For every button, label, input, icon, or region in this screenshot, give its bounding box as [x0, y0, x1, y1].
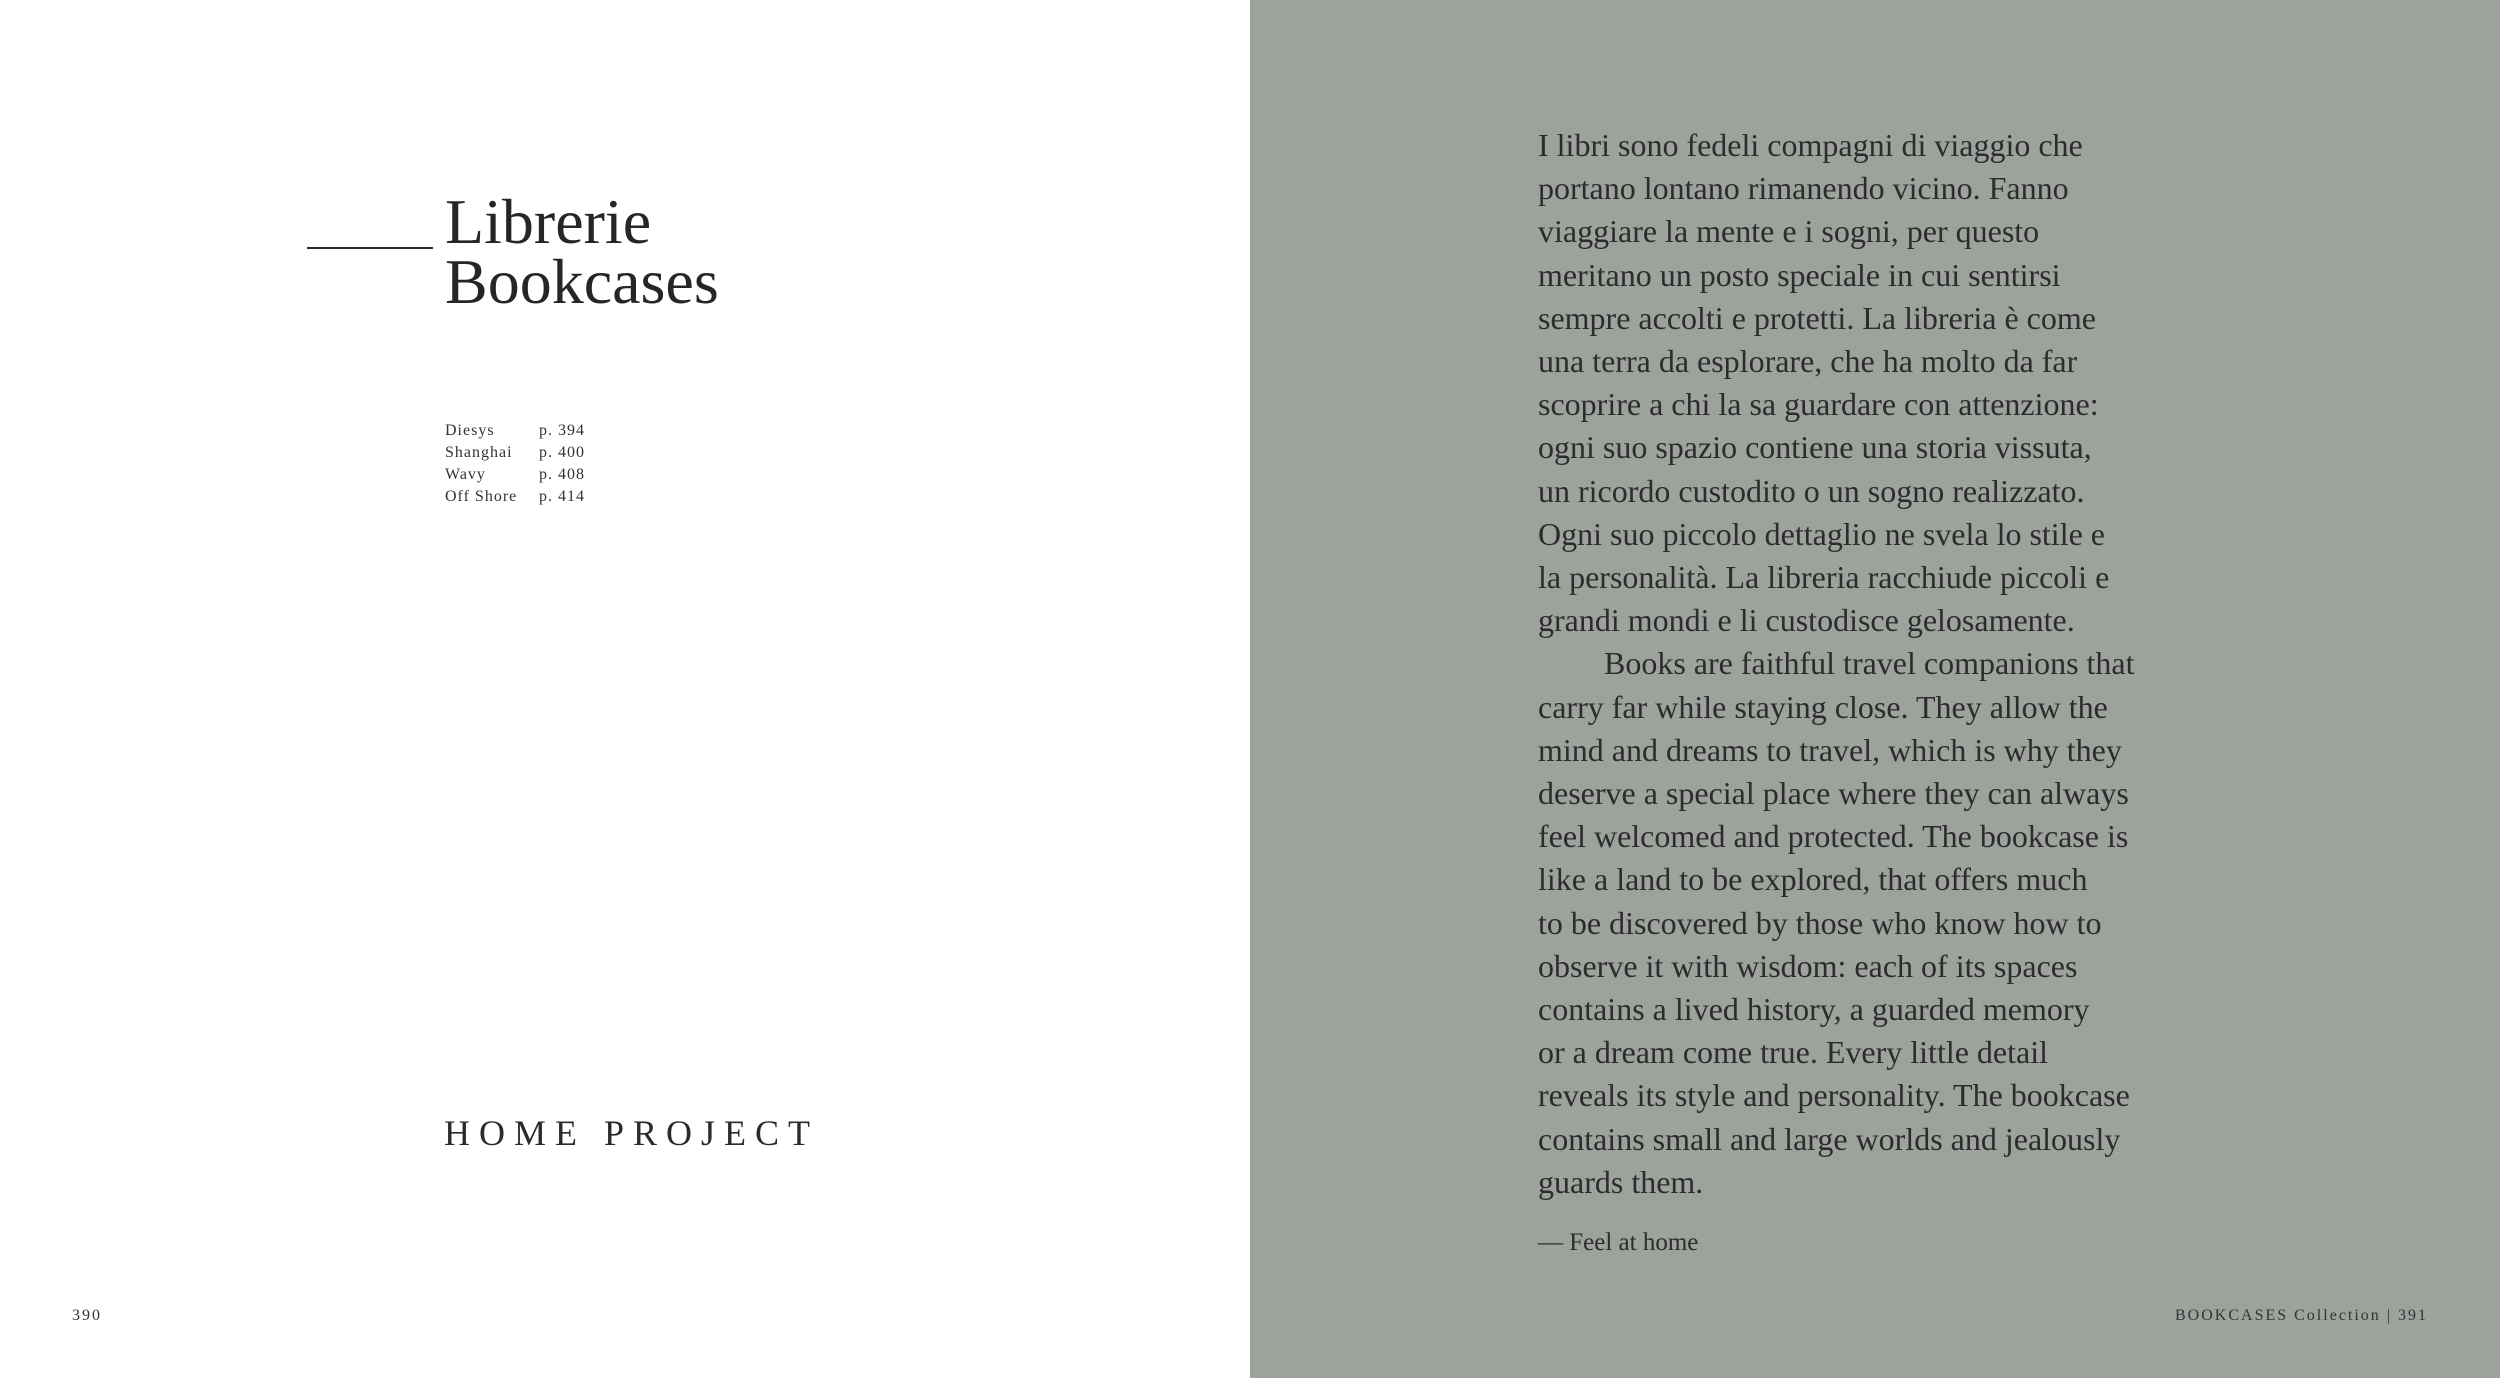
page-title: [445, 186, 719, 317]
contents-item-name: Diesys: [445, 422, 495, 439]
brand-name: HOME PROJECT: [444, 1113, 820, 1153]
text-line: feel welcomed and protected. The bookcase is: [1538, 818, 2129, 855]
text-line: reveals its style and personality. The bookcase: [1538, 1077, 2130, 1114]
contents-item-page: p. 414: [539, 488, 585, 505]
text-line: Ogni suo piccolo dettaglio ne svela lo stile e: [1538, 515, 2105, 552]
contents-item-name: Wavy: [445, 466, 486, 483]
contents-item-page: p. 408: [539, 466, 585, 483]
text-line: Books are faithful travel companions that: [1604, 645, 2135, 682]
text-line: mind and dreams to travel, which is why they: [1538, 731, 2122, 768]
text-line: contains a lived history, a guarded memory: [1538, 991, 2090, 1028]
text-line: deserve a special place where they can always: [1538, 775, 2129, 812]
text-line: portano lontano rimanendo vicino. Fanno: [1538, 170, 2069, 207]
signature: — Feel at home: [1538, 1229, 1699, 1256]
italian-paragraph: [1538, 124, 2238, 642]
right-page: [1250, 0, 2500, 1378]
contents-item: [445, 442, 585, 464]
text-line: viaggiare la mente e i sogni, per questo: [1538, 213, 2040, 250]
text-line: to be discovered by those who know how to: [1538, 904, 2102, 941]
contents-list: [445, 420, 585, 508]
body-text: [1538, 124, 2238, 1204]
text-line: guards them.: [1538, 1163, 1704, 1200]
title-rule: [307, 247, 433, 249]
title-english: Bookcases: [445, 246, 719, 317]
text-line: ogni suo spazio contiene una storia vissuta,: [1538, 429, 2092, 466]
text-line: un ricordo custodito o un sogno realizzato.: [1538, 472, 2085, 509]
page-footer-right: BOOKCASES Collection | 391: [2175, 1307, 2428, 1324]
text-line: una terra da esplorare, che ha molto da far: [1538, 343, 2078, 380]
contents-item: [445, 420, 585, 442]
contents-item: [445, 464, 585, 486]
text-line: scoprire a chi la sa guardare con attenzione:: [1538, 386, 2099, 423]
text-line: meritano un posto speciale in cui sentirsi: [1538, 256, 2061, 293]
page-number-left: 390: [72, 1307, 102, 1324]
contents-item: [445, 486, 585, 508]
text-line: observe it with wisdom: each of its spaces: [1538, 947, 2078, 984]
contents-item-page: p. 400: [539, 444, 585, 461]
text-line: or a dream come true. Every little detail: [1538, 1034, 2048, 1071]
contents-item-name: Shanghai: [445, 444, 513, 461]
text-line: la personalità. La libreria racchiude piccoli e: [1538, 559, 2110, 596]
text-line: sempre accolti e protetti. La libreria è come: [1538, 299, 2096, 336]
text-line: contains small and large worlds and jealously: [1538, 1120, 2121, 1157]
contents-item-page: p. 394: [539, 422, 585, 439]
text-line: grandi mondi e li custodisce gelosamente.: [1538, 602, 2075, 639]
text-line: carry far while staying close. They allow the: [1538, 688, 2108, 725]
text-line: like a land to be explored, that offers much: [1538, 861, 2088, 898]
title-italian: Librerie: [445, 186, 652, 257]
english-paragraph: [1538, 642, 2238, 1204]
text-line: I libri sono fedeli compagni di viaggio che: [1538, 127, 2083, 163]
contents-item-name: Off Shore: [445, 488, 518, 505]
